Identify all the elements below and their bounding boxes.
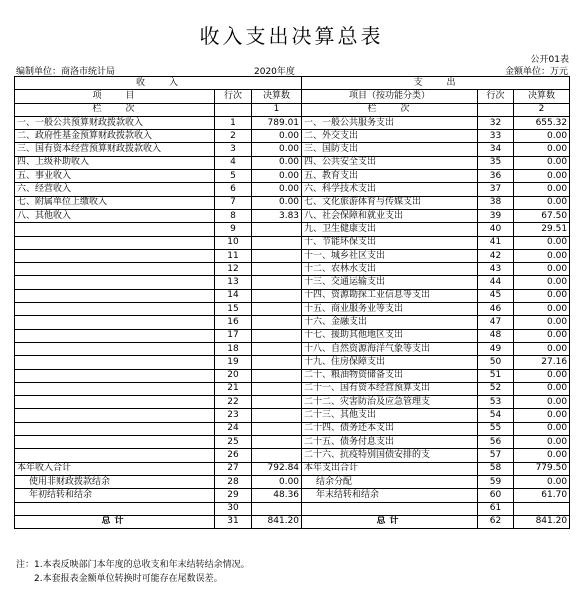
expense-item-cell: 二十、粮油物资储备支出 [302, 369, 478, 382]
expense-rowno-col [478, 103, 514, 116]
income-amount-cell [252, 369, 302, 382]
income-col-number: 1 [252, 103, 302, 116]
income-item-cell [15, 289, 215, 302]
income-amount-cell [252, 329, 302, 342]
income-row-number: 7 [215, 196, 252, 209]
table-row [15, 249, 570, 262]
expense-amount-cell: 0.00 [514, 449, 570, 462]
expense-item-cell: 二十六、抗疫特别国债安排的支 [302, 449, 478, 462]
expense-amount-cell: 0.00 [514, 409, 570, 422]
expense-row-number: 40 [478, 223, 514, 236]
footnote-1: 注：1.本表反映部门本年度的总收支和年末结转结余情况。 [16, 560, 250, 570]
income-row-number: 22 [215, 396, 252, 409]
income-row-number: 15 [215, 303, 252, 316]
expense-item-cell: 二十二、灾害防治及应急管理支 [302, 396, 478, 409]
expense-item-cell: 十三、交通运输支出 [302, 276, 478, 289]
income-row-number: 2 [215, 130, 252, 143]
table-row [15, 396, 570, 409]
income-row-number: 31 [215, 515, 252, 528]
income-amount-cell [252, 303, 302, 316]
expense-amount-cell: 0.00 [514, 263, 570, 276]
income-row-number: 27 [215, 462, 252, 475]
income-row-number: 30 [215, 502, 252, 515]
income-item-cell [15, 249, 215, 262]
expense-row-number: 57 [478, 449, 514, 462]
income-item-header: 项 目 [15, 90, 215, 103]
expense-amount-cell: 0.00 [514, 236, 570, 249]
expense-item-cell: 十、节能环保支出 [302, 236, 478, 249]
expense-amount-cell: 841.20 [514, 515, 570, 528]
income-row-number: 18 [215, 342, 252, 355]
expense-amount-cell: 0.00 [514, 382, 570, 395]
table-row [15, 276, 570, 289]
expense-amount-cell: 0.00 [514, 170, 570, 183]
income-row-number: 1 [215, 116, 252, 129]
table-row [15, 116, 570, 129]
expense-amount-cell [514, 502, 570, 515]
income-amount-cell: 48.36 [252, 489, 302, 502]
expense-item-cell: 六、科学技术支出 [302, 183, 478, 196]
income-item-cell: 总计 [15, 515, 215, 528]
expense-amount-cell: 0.00 [514, 369, 570, 382]
income-amount-cell [252, 449, 302, 462]
expense-amount-cell: 67.50 [514, 209, 570, 222]
income-amount-cell: 0.00 [252, 183, 302, 196]
table-row [15, 183, 570, 196]
footnotes [16, 558, 250, 586]
expense-row-number: 55 [478, 422, 514, 435]
expense-amount-cell: 27.16 [514, 356, 570, 369]
income-item-cell [15, 369, 215, 382]
income-row-number: 21 [215, 382, 252, 395]
income-amount-cell [252, 342, 302, 355]
income-row-number: 11 [215, 249, 252, 262]
income-amount-cell: 789.01 [252, 116, 302, 129]
expense-item-cell [302, 502, 478, 515]
expense-row-number: 32 [478, 116, 514, 129]
income-item-cell [15, 236, 215, 249]
expense-amount-cell: 0.00 [514, 156, 570, 169]
expense-amount-cell: 0.00 [514, 196, 570, 209]
income-item-cell: 八、其他收入 [15, 209, 215, 222]
table-row [15, 449, 570, 462]
income-item-cell [15, 303, 215, 316]
table-row [15, 196, 570, 209]
table-row [15, 263, 570, 276]
expense-rowno-header: 行次 [478, 90, 514, 103]
expense-row-number: 35 [478, 156, 514, 169]
table-row [15, 236, 570, 249]
expense-row-number: 42 [478, 249, 514, 262]
table-row [15, 316, 570, 329]
expense-row-number: 46 [478, 303, 514, 316]
income-item-cell [15, 422, 215, 435]
income-item-cell [15, 409, 215, 422]
income-item-cell [15, 329, 215, 342]
expense-item-cell: 四、公共安全支出 [302, 156, 478, 169]
table-row [15, 475, 570, 488]
income-item-cell: 年初结转和结余 [15, 489, 215, 502]
table-row [15, 369, 570, 382]
expense-row-number: 43 [478, 263, 514, 276]
income-amount-cell [252, 356, 302, 369]
expense-item-cell: 十五、商业服务业等支出 [302, 303, 478, 316]
income-amount-cell [252, 436, 302, 449]
expense-item-cell: 三、国防支出 [302, 143, 478, 156]
expense-item-cell: 二十三、其他支出 [302, 409, 478, 422]
income-item-cell [15, 436, 215, 449]
expense-item-cell: 九、卫生健康支出 [302, 223, 478, 236]
income-amount-cell: 841.20 [252, 515, 302, 528]
income-item-cell [15, 316, 215, 329]
table-row [15, 303, 570, 316]
expense-amount-header: 决算数 [514, 90, 570, 103]
budget-summary-table [14, 76, 570, 529]
report-year: 2020年度 [254, 67, 295, 77]
expense-item-cell: 十四、资源勘探工业信息等支出 [302, 289, 478, 302]
table-row [15, 502, 570, 515]
income-row-number: 9 [215, 223, 252, 236]
income-amount-cell: 3.83 [252, 209, 302, 222]
income-item-cell [15, 396, 215, 409]
income-row-number: 24 [215, 422, 252, 435]
income-row-number: 4 [215, 156, 252, 169]
expense-row-number: 44 [478, 276, 514, 289]
expense-row-number: 45 [478, 289, 514, 302]
income-amount-cell: 792.84 [252, 462, 302, 475]
expense-row-number: 53 [478, 396, 514, 409]
income-amount-cell: 0.00 [252, 475, 302, 488]
table-body [15, 116, 570, 528]
table-row [15, 409, 570, 422]
expense-row-number: 54 [478, 409, 514, 422]
expense-row-number: 38 [478, 196, 514, 209]
income-item-cell: 二、政府性基金预算财政拨款收入 [15, 130, 215, 143]
income-row-number: 13 [215, 276, 252, 289]
income-row-number: 3 [215, 143, 252, 156]
income-row-number: 8 [215, 209, 252, 222]
expense-row-number: 56 [478, 436, 514, 449]
expense-amount-cell: 61.70 [514, 489, 570, 502]
compiling-unit: 编制单位：商洛市统计局 [16, 67, 116, 77]
expense-item-cell: 十九、住房保障支出 [302, 356, 478, 369]
amount-unit: 金额单位：万元 [504, 67, 568, 77]
income-item-cell [15, 223, 215, 236]
table-row [15, 382, 570, 395]
report-title: 收入支出决算总表 [199, 24, 384, 48]
table-row [15, 223, 570, 236]
income-item-cell [15, 502, 215, 515]
expense-item-cell: 十八、自然资源海洋气象等支出 [302, 342, 478, 355]
expense-item-cell: 结余分配 [302, 475, 478, 488]
expense-amount-cell: 0.00 [514, 276, 570, 289]
table-row [15, 342, 570, 355]
expense-row-number: 51 [478, 369, 514, 382]
expense-row-number: 47 [478, 316, 514, 329]
income-amount-cell [252, 396, 302, 409]
income-amount-cell [252, 289, 302, 302]
income-item-cell: 三、国有资本经营预算财政拨款收入 [15, 143, 215, 156]
expense-amount-cell: 0.00 [514, 436, 570, 449]
table-row [15, 462, 570, 475]
expense-row-number: 60 [478, 489, 514, 502]
expense-item-cell: 十六、金融支出 [302, 316, 478, 329]
expense-row-number: 49 [478, 342, 514, 355]
table-row [15, 170, 570, 183]
income-amount-cell [252, 409, 302, 422]
table-row [15, 289, 570, 302]
expense-row-number: 62 [478, 515, 514, 528]
expense-item-cell: 八、社会保障和就业支出 [302, 209, 478, 222]
expense-item-cell: 二、外交支出 [302, 130, 478, 143]
income-item-cell: 本年收入合计 [15, 462, 215, 475]
expense-row-number: 50 [478, 356, 514, 369]
income-column-label: 栏 次 [15, 103, 215, 116]
income-amount-cell: 0.00 [252, 130, 302, 143]
expense-amount-cell: 0.00 [514, 342, 570, 355]
expense-row-number: 37 [478, 183, 514, 196]
table-row [15, 356, 570, 369]
expense-item-cell: 七、文化旅游体育与传媒支出 [302, 196, 478, 209]
expense-item-cell: 十一、城乡社区支出 [302, 249, 478, 262]
expense-amount-cell: 0.00 [514, 422, 570, 435]
expense-item-cell: 五、教育支出 [302, 170, 478, 183]
expense-item-cell: 总计 [302, 515, 478, 528]
income-item-cell: 五、事业收入 [15, 170, 215, 183]
income-rowno-col [215, 103, 252, 116]
expense-row-number: 61 [478, 502, 514, 515]
income-row-number: 17 [215, 329, 252, 342]
income-rowno-header: 行次 [215, 90, 252, 103]
income-row-number: 14 [215, 289, 252, 302]
income-row-number: 25 [215, 436, 252, 449]
expense-item-header: 项目（按功能分类） [302, 90, 478, 103]
income-row-number: 16 [215, 316, 252, 329]
income-item-cell [15, 276, 215, 289]
income-amount-cell [252, 236, 302, 249]
expense-row-number: 36 [478, 170, 514, 183]
expense-row-number: 58 [478, 462, 514, 475]
table-row [15, 436, 570, 449]
expense-item-cell: 二十四、债务还本支出 [302, 422, 478, 435]
expense-item-cell: 二十一、国有资本经营预算支出 [302, 382, 478, 395]
income-amount-cell [252, 249, 302, 262]
form-code: 公开01表 [530, 55, 569, 65]
expense-amount-cell: 0.00 [514, 475, 570, 488]
income-row-number: 10 [215, 236, 252, 249]
income-amount-cell [252, 316, 302, 329]
table-row [15, 329, 570, 342]
table-row [15, 422, 570, 435]
expense-header: 支 出 [302, 77, 570, 90]
expense-item-cell: 十七、援助其他地区支出 [302, 329, 478, 342]
income-header: 收 入 [15, 77, 302, 90]
expense-row-number: 59 [478, 475, 514, 488]
expense-row-number: 33 [478, 130, 514, 143]
income-amount-cell [252, 223, 302, 236]
expense-row-number: 41 [478, 236, 514, 249]
income-amount-cell [252, 422, 302, 435]
expense-item-cell: 一、一般公共服务支出 [302, 116, 478, 129]
table-row [15, 143, 570, 156]
income-row-number: 26 [215, 449, 252, 462]
expense-row-number: 39 [478, 209, 514, 222]
income-item-cell [15, 342, 215, 355]
income-row-number: 23 [215, 409, 252, 422]
expense-amount-cell: 29.51 [514, 223, 570, 236]
income-item-cell [15, 449, 215, 462]
income-amount-cell: 0.00 [252, 143, 302, 156]
expense-col-number: 2 [514, 103, 570, 116]
income-item-cell [15, 356, 215, 369]
expense-amount-cell: 0.00 [514, 396, 570, 409]
expense-row-number: 52 [478, 382, 514, 395]
income-item-cell: 一、一般公共预算财政拨款收入 [15, 116, 215, 129]
expense-column-label: 栏 次 [302, 103, 478, 116]
expense-amount-cell: 0.00 [514, 303, 570, 316]
expense-item-cell: 十二、农林水支出 [302, 263, 478, 276]
income-row-number: 28 [215, 475, 252, 488]
income-item-cell [15, 263, 215, 276]
income-amount-cell [252, 382, 302, 395]
income-amount-cell: 0.00 [252, 170, 302, 183]
table-row [15, 156, 570, 169]
income-row-number: 29 [215, 489, 252, 502]
income-item-cell: 六、经营收入 [15, 183, 215, 196]
expense-amount-cell: 0.00 [514, 329, 570, 342]
expense-amount-cell: 655.32 [514, 116, 570, 129]
table-row [15, 209, 570, 222]
expense-item-cell: 二十五、债务付息支出 [302, 436, 478, 449]
income-amount-cell: 0.00 [252, 196, 302, 209]
expense-item-cell: 本年支出合计 [302, 462, 478, 475]
table-row [15, 515, 570, 528]
income-item-cell: 七、附属单位上缴收入 [15, 196, 215, 209]
expense-row-number: 34 [478, 143, 514, 156]
expense-row-number: 48 [478, 329, 514, 342]
expense-amount-cell: 0.00 [514, 130, 570, 143]
income-row-number: 20 [215, 369, 252, 382]
expense-amount-cell: 0.00 [514, 316, 570, 329]
expense-item-cell: 年末结转和结余 [302, 489, 478, 502]
income-amount-cell [252, 502, 302, 515]
expense-amount-cell: 779.50 [514, 462, 570, 475]
expense-amount-cell: 0.00 [514, 143, 570, 156]
income-amount-header: 决算数 [252, 90, 302, 103]
expense-amount-cell: 0.00 [514, 183, 570, 196]
income-row-number: 6 [215, 183, 252, 196]
income-amount-cell [252, 263, 302, 276]
income-item-cell: 使用非财政拨款结余 [15, 475, 215, 488]
expense-amount-cell: 0.00 [514, 249, 570, 262]
income-item-cell [15, 382, 215, 395]
table-row [15, 130, 570, 143]
income-item-cell: 四、上级补助收入 [15, 156, 215, 169]
footnote-2: 2.本套报表金额单位转换时可能存在尾数误差。 [34, 574, 223, 584]
income-amount-cell: 0.00 [252, 156, 302, 169]
income-row-number: 19 [215, 356, 252, 369]
income-row-number: 12 [215, 263, 252, 276]
income-row-number: 5 [215, 170, 252, 183]
expense-amount-cell: 0.00 [514, 289, 570, 302]
table-row [15, 489, 570, 502]
income-amount-cell [252, 276, 302, 289]
